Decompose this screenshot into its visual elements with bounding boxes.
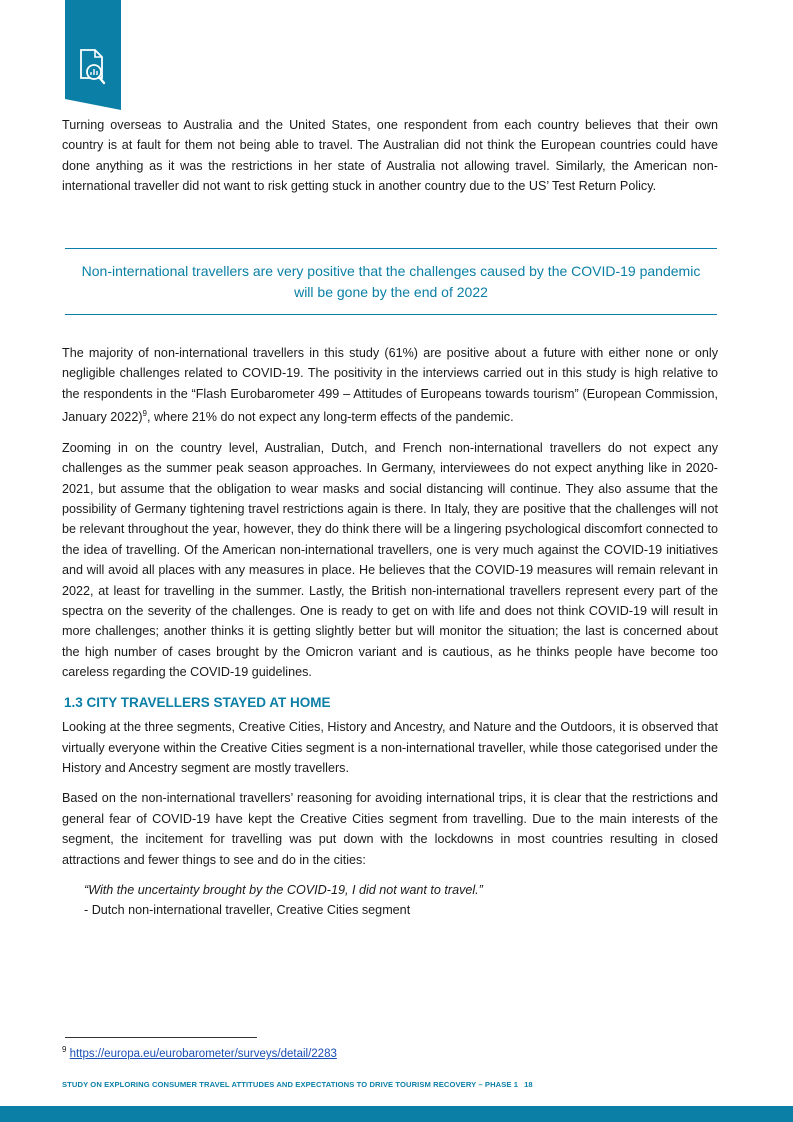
section-heading: 1.3 CITY TRAVELLERS STAYED AT HOME	[64, 694, 331, 710]
quote-block	[62, 880, 718, 921]
paragraph-segments: Looking at the three segments, Creative Cities, History and Ancestry, and Nature and the Outdoors, it is observed that virtually everyone within the Creative Cities segment is a non-international traveller, while those categorised under the History and Ancestry segment are mostly travellers.	[62, 720, 718, 775]
paragraph-reasoning: Based on the non-international travellers’ reasoning for avoiding international trips, it is clear that the restrictions and general fear of COVID-19 have kept the Creative Cities segment from travelling. Due to the main interests of the segment, the incitement for travelling was put down with the lockdowns in most countries resulting in closed attractions and fewer things to see and do in the cities:	[62, 791, 718, 867]
header-tab	[65, 0, 121, 110]
quote-attribution: - Dutch non-international traveller, Creative Cities segment	[84, 903, 411, 918]
paragraph-majority: The majority of non-international travellers in this study (61%) are positive about a future with either none or only negligible challenges related to COVID-19. The positivity in the interviews carried out in this study is high relative to the respondents in the “Flash Eurobarometer 499 – Attitudes of Europeans towards tourism” (European Commission, January 2022)$^9$, where 21% do not expect any long-term effects of the pandemic.	[62, 346, 718, 425]
footnote	[62, 1045, 337, 1060]
main-section	[62, 343, 718, 921]
paragraph-country-level: Zooming in on the country level, Australian, Dutch, and French non-international travellers do not expect any challenges as the summer peak season approaches. In Germany, interviewees do not expect anything like in 2020-2021, but assume that the obligation to wear masks and social distancing will continue. They also assume that the possibility of Germany tightening travel restrictions again is there. In Italy, they are positive that the challenges will not be relevant throughout the year, however, they do think there will be a lingering psychological discomfort connected to the idea of travelling. Of the American non-international travellers, one is very much against the COVID-19 initiatives and will avoid all places with any measures in place. He believes that the COVID-19 measures will remain relevant in 2022, at least for travelling in the summer. Lastly, the British non-international travellers represent every part of the spectra on the severity of the challenges. One is ready to get on with life and does not think COVID-19 will result in more challenges; another thinks it is getting slightly better but will monitor the situation; the last is concerned about the high number of cases brought by the Omicron variant and is cautious, as he thinks people have become too careless regarding the COVID-19 guidelines.	[62, 440, 718, 680]
highlight-box	[65, 248, 717, 315]
paragraph-overseas: Turning overseas to Australia and the United States, one respondent from each country believes that their own country is at fault for them not being able to travel. The Australian did not think the European countries could have done anything as it was the restrictions in her state of Australia not allowing travel. Similarly, the American non-international traveller did not want to risk getting stuck in another country due to the US’ Test Return Policy.	[62, 118, 718, 194]
bottom-bar	[0, 1106, 793, 1122]
highlight-line-2: will be gone by the end of 2022	[294, 283, 488, 300]
footnote-number: 9	[62, 1045, 67, 1054]
highlight-line-1: Non-international travellers are very positive that the challenges caused by the COVID-19 pandemic	[81, 262, 701, 279]
document-search-icon	[76, 48, 110, 88]
footnote-ref: 9	[142, 409, 147, 419]
footnote-link[interactable]: https://europa.eu/eurobarometer/surveys/detail/2283	[69, 1047, 337, 1060]
quote-text: “With the uncertainty brought by the COVID-19, I did not want to travel.”	[84, 882, 483, 897]
page-number: 18	[524, 1080, 533, 1089]
footer-title: STUDY ON EXPLORING CONSUMER TRAVEL ATTITUDES AND EXPECTATIONS TO DRIVE TOURISM RECOVERY – PHASE 1	[62, 1080, 519, 1089]
intro-section	[62, 115, 718, 207]
page-footer	[62, 1080, 533, 1089]
footnote-divider	[65, 1037, 257, 1038]
